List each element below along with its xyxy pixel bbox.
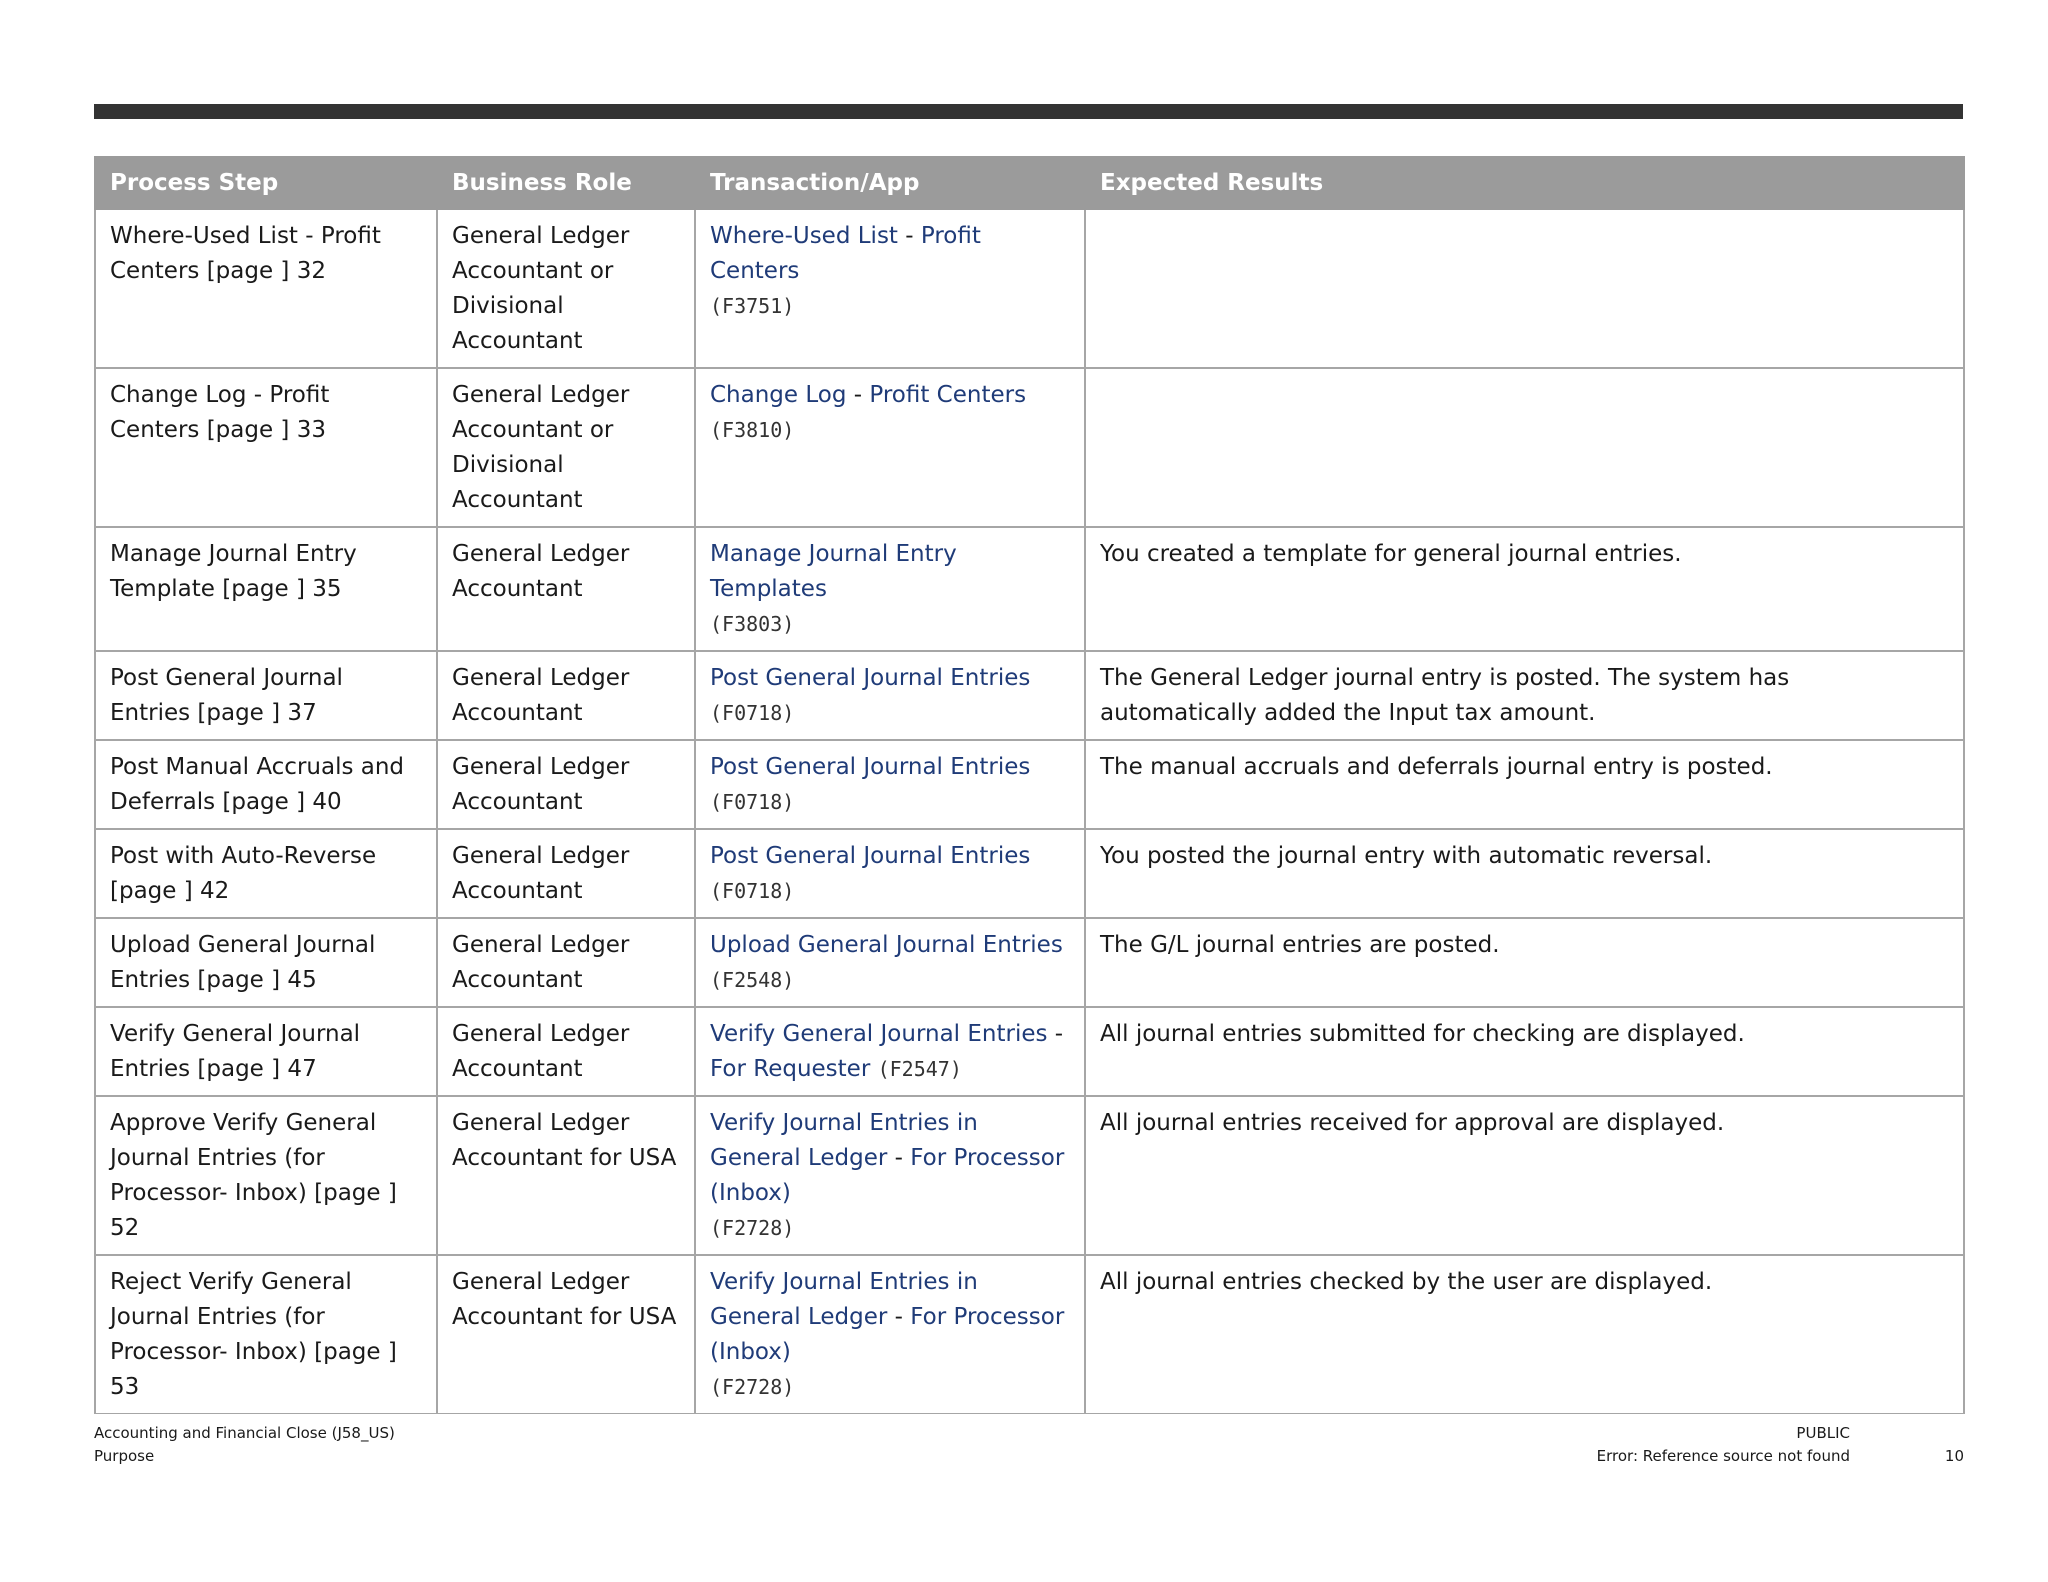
process-step-cell: Post General Journal Entries [page ] 37 bbox=[95, 651, 437, 740]
process-step-cell: Post with Auto-Reverse [page ] 42 bbox=[95, 829, 437, 918]
footer-reference: Error: Reference source not found bbox=[1596, 1447, 1850, 1465]
header-process-step: Process Step bbox=[95, 157, 437, 209]
app-separator: - bbox=[1047, 1021, 1071, 1047]
app-link-detail[interactable]: For Processor (Inbox) bbox=[710, 1304, 1065, 1365]
app-id: (F3803) bbox=[710, 612, 795, 636]
app-link[interactable]: Verify Journal Entries in General Ledger bbox=[710, 1110, 978, 1171]
expected-results-cell: The General Ledger journal entry is posted. The system has automatically added the Input tax amount. bbox=[1085, 651, 1964, 740]
app-id: (F0718) bbox=[710, 701, 795, 725]
expected-results-cell bbox=[1085, 368, 1964, 527]
transaction-app-cell bbox=[695, 918, 1085, 1007]
expected-results-cell: The G/L journal entries are posted. bbox=[1085, 918, 1964, 1007]
transaction-app-cell bbox=[695, 1255, 1085, 1414]
app-id: (F2547) bbox=[877, 1057, 962, 1081]
app-id: (F2728) bbox=[710, 1216, 795, 1240]
business-role-cell: General Ledger Accountant bbox=[437, 651, 695, 740]
process-step-cell: Approve Verify General Journal Entries (for Processor- Inbox) [page ] 52 bbox=[95, 1096, 437, 1255]
app-id: (F0718) bbox=[710, 879, 795, 903]
process-step-cell: Verify General Journal Entries [page ] 47 bbox=[95, 1007, 437, 1096]
transaction-app-cell bbox=[695, 368, 1085, 527]
transaction-app-cell bbox=[695, 740, 1085, 829]
app-separator: - bbox=[897, 223, 921, 249]
header-business-role: Business Role bbox=[437, 157, 695, 209]
table-container bbox=[94, 156, 1965, 1414]
table-row bbox=[95, 527, 1964, 651]
expected-results-cell: The manual accruals and deferrals journal entry is posted. bbox=[1085, 740, 1964, 829]
app-separator: - bbox=[887, 1145, 911, 1171]
app-link[interactable]: Upload General Journal Entries bbox=[710, 932, 1063, 958]
expected-results-cell: All journal entries checked by the user are displayed. bbox=[1085, 1255, 1964, 1414]
expected-results-cell: All journal entries submitted for checking are displayed. bbox=[1085, 1007, 1964, 1096]
table-row bbox=[95, 368, 1964, 527]
process-step-cell: Upload General Journal Entries [page ] 45 bbox=[95, 918, 437, 1007]
table-row bbox=[95, 1096, 1964, 1255]
app-link-detail[interactable]: For Requester bbox=[710, 1056, 871, 1082]
app-link[interactable]: Post General Journal Entries bbox=[710, 754, 1031, 780]
app-link-detail[interactable]: For Processor (Inbox) bbox=[710, 1145, 1065, 1206]
business-role-cell: General Ledger Accountant bbox=[437, 918, 695, 1007]
expected-results-cell: All journal entries received for approval are displayed. bbox=[1085, 1096, 1964, 1255]
app-link[interactable]: Change Log bbox=[710, 382, 847, 408]
process-step-cell: Post Manual Accruals and Deferrals [page ] 40 bbox=[95, 740, 437, 829]
transaction-app-cell bbox=[695, 209, 1085, 368]
expected-results-cell: You posted the journal entry with automatic reversal. bbox=[1085, 829, 1964, 918]
app-link-detail[interactable]: Profit Centers bbox=[869, 382, 1027, 408]
table-row bbox=[95, 651, 1964, 740]
transaction-app-cell bbox=[695, 1007, 1085, 1096]
expected-results-cell: You created a template for general journal entries. bbox=[1085, 527, 1964, 651]
app-link[interactable]: Verify Journal Entries in General Ledger bbox=[710, 1269, 978, 1330]
table-row bbox=[95, 1255, 1964, 1414]
business-role-cell: General Ledger Accountant bbox=[437, 527, 695, 651]
app-id: (F0718) bbox=[710, 790, 795, 814]
business-role-cell: General Ledger Accountant or Divisional Accountant bbox=[437, 209, 695, 368]
app-link[interactable]: Post General Journal Entries bbox=[710, 843, 1031, 869]
app-link[interactable]: Post General Journal Entries bbox=[710, 665, 1031, 691]
business-role-cell: General Ledger Accountant bbox=[437, 1007, 695, 1096]
table-header-row bbox=[95, 157, 1964, 209]
app-id: (F2728) bbox=[710, 1375, 795, 1399]
transaction-app-cell bbox=[695, 829, 1085, 918]
app-link[interactable]: Manage Journal Entry Templates bbox=[710, 541, 957, 602]
app-separator: - bbox=[846, 382, 870, 408]
app-link[interactable]: Where-Used List bbox=[710, 223, 898, 249]
app-separator: - bbox=[887, 1304, 911, 1330]
business-role-cell: General Ledger Accountant bbox=[437, 829, 695, 918]
app-id: (F3810) bbox=[710, 418, 795, 442]
transaction-app-cell bbox=[695, 527, 1085, 651]
process-table bbox=[94, 156, 1965, 1414]
expected-results-cell bbox=[1085, 209, 1964, 368]
process-step-cell: Change Log - Profit Centers [page ] 33 bbox=[95, 368, 437, 527]
footer-classification: PUBLIC bbox=[1796, 1424, 1850, 1442]
footer-page-number: 10 bbox=[1944, 1447, 1964, 1465]
table-row bbox=[95, 209, 1964, 368]
app-id: (F3751) bbox=[710, 294, 795, 318]
footer-section: Purpose bbox=[94, 1447, 155, 1465]
top-bar bbox=[94, 104, 1963, 119]
process-step-cell: Manage Journal Entry Template [page ] 35 bbox=[95, 527, 437, 651]
business-role-cell: General Ledger Accountant for USA bbox=[437, 1255, 695, 1414]
transaction-app-cell bbox=[695, 1096, 1085, 1255]
business-role-cell: General Ledger Accountant or Divisional Accountant bbox=[437, 368, 695, 527]
table-row bbox=[95, 829, 1964, 918]
table-row bbox=[95, 740, 1964, 829]
header-transaction-app: Transaction/App bbox=[695, 157, 1085, 209]
process-step-cell: Reject Verify General Journal Entries (for Processor- Inbox) [page ] 53 bbox=[95, 1255, 437, 1414]
footer-doc-title: Accounting and Financial Close (J58_US) bbox=[94, 1424, 395, 1442]
transaction-app-cell bbox=[695, 651, 1085, 740]
business-role-cell: General Ledger Accountant for USA bbox=[437, 1096, 695, 1255]
table-row bbox=[95, 918, 1964, 1007]
header-expected-results: Expected Results bbox=[1085, 157, 1964, 209]
business-role-cell: General Ledger Accountant bbox=[437, 740, 695, 829]
app-id: (F2548) bbox=[710, 968, 795, 992]
table-row bbox=[95, 1007, 1964, 1096]
app-link-detail[interactable]: Profit Centers bbox=[710, 223, 981, 284]
table-body bbox=[95, 209, 1964, 1414]
process-step-cell: Where-Used List - Profit Centers [page ] 32 bbox=[95, 209, 437, 368]
app-link[interactable]: Verify General Journal Entries bbox=[710, 1021, 1048, 1047]
